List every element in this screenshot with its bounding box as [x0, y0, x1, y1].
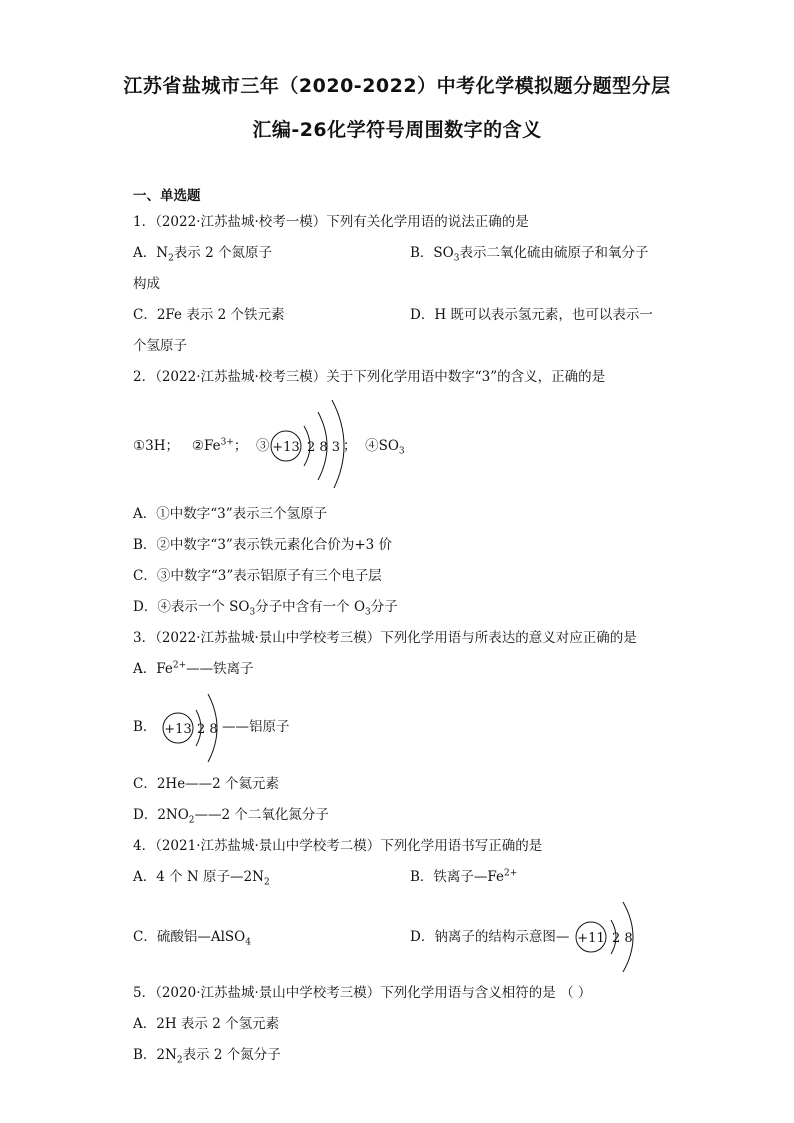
question-4-stem: 4．（2021·江苏盐城·景山中学校考二模）下列化学用语书写正确的是 [133, 838, 543, 854]
question-3-option-a: A．$Fe^{2+}——$铁离子 [133, 660, 254, 677]
title-line-2: 汇编-26化学符号周围数字的含义 [252, 119, 542, 141]
electron-shells: 2 8 3 [307, 440, 341, 455]
question-2-option-d: D．④表示一个 $SO_3$分子中含有一个 $O_3$分子 [133, 599, 398, 618]
question-3-option-d: D．$2NO_2——2$ 个二氧化氮分子 [133, 807, 329, 826]
question-1-option-c: C．2Fe 表示 2 个铁元素 [133, 307, 285, 323]
title-line-1: 江苏省盐城市三年（2020-2022）中考化学模拟题分题型分层 [123, 75, 671, 97]
question-2-symbols-tail: ； $④SO_3$ [343, 438, 405, 457]
symbol-4: $④SO_3$ [365, 438, 405, 457]
question-3-option-b-label: B． [133, 719, 157, 735]
question-4-option-b: B．铁离子$—Fe^{2+}$ [410, 868, 518, 885]
question-2-option-c: C．③中数字“3”表示铝原子有三个电子层 [133, 568, 382, 584]
question-2-option-a: A．①中数字“3”表示三个氢原子 [133, 506, 328, 522]
question-5-option-b: B．$2N_2$表示 2 个氮分子 [133, 1047, 281, 1066]
question-1-option-d: D．H 既可以表示氢元素，也可以表示一 [410, 307, 653, 323]
question-4-option-d: D．钠离子的结构示意图— [410, 929, 570, 945]
symbol-1: ①3H； [133, 438, 179, 454]
electron-shells: 2 8 [612, 931, 633, 946]
question-1-option-b: B．$SO_3$表示二氧化硫由硫原子和氧分子 [410, 245, 649, 264]
electron-shells: 2 8 [197, 722, 218, 737]
symbol-2: $②Fe^{3+}$； [191, 437, 248, 454]
question-5-option-a: A．2H 表示 2 个氢元素 [133, 1016, 280, 1032]
question-5-stem: 5．（2020·江苏盐城·景山中学校考三模）下列化学用语与含义相符的是 （ ） [133, 985, 592, 1001]
section-heading: 一、单选题 [133, 188, 201, 204]
question-2-stem: 2．（2022·江苏盐城·校考三模）关于下列化学用语中数字“3”的含义，正确的是 [133, 369, 606, 385]
question-3-option-c: C．2He——2 个氦元素 [133, 776, 280, 792]
ion-structure-diagram-na [573, 898, 653, 980]
question-2-option-b: B．②中数字“3”表示铁元素化合价为+3 价 [133, 537, 393, 553]
question-1-stem: 1．（2022·江苏盐城·校考一模）下列有关化学用语的说法正确的是 [133, 214, 529, 230]
nucleus-charge: +13 [164, 722, 192, 737]
question-3-stem: 3．（2022·江苏盐城·景山中学校考三模）下列化学用语与所表达的意义对应正确的是 [133, 630, 637, 646]
question-4-option-a: A．4 个 N 原子$—2N_2$ [133, 869, 270, 888]
symbol-3-label: ③ [255, 438, 270, 454]
question-3-option-b-text: ——铝原子 [222, 719, 290, 735]
question-4-option-c: C．硫酸铝—AlSO$_4$ [133, 929, 251, 948]
question-1-option-d-wrap: 个氢原子 [133, 338, 187, 354]
question-2-symbols [133, 436, 269, 456]
nucleus-charge: +13 [272, 440, 300, 455]
question-1-option-b-wrap: 构成 [133, 276, 160, 292]
nucleus-charge: +11 [577, 931, 605, 946]
question-1-option-a: A．$N_2$表示 2 个氮原子 [133, 245, 272, 264]
